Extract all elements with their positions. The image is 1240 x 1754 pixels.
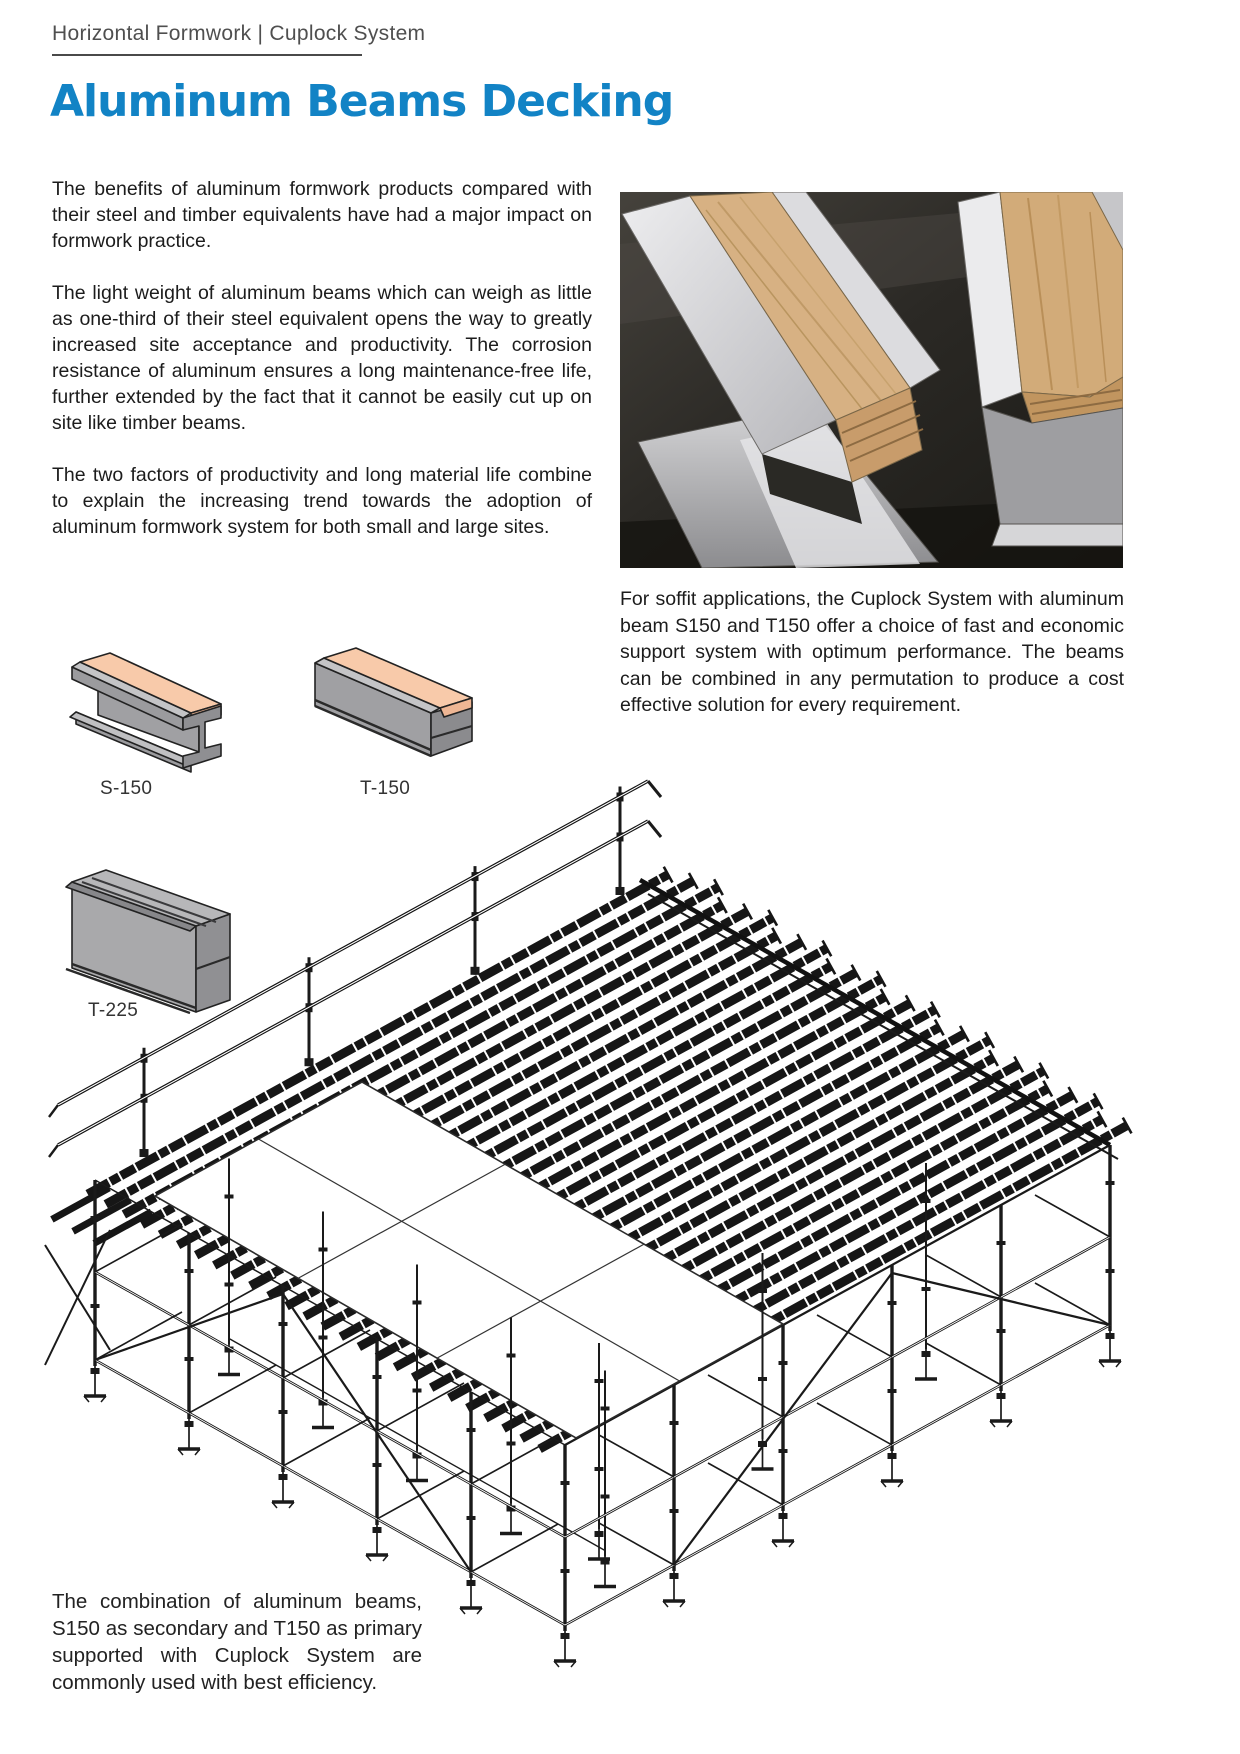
aluminum-beams-photo bbox=[620, 192, 1123, 568]
breadcrumb-underline bbox=[52, 54, 362, 56]
soffit-caption: For soffit applications, the Cuplock System with aluminum beam S150 and T150 offer a choice of fast and economic support system with optimum performance. The beams can be combined in any permutation to produce a cost effective solution for every requirement. bbox=[620, 588, 1124, 716]
beam-label-t225: T-225 bbox=[88, 1000, 139, 1021]
breadcrumb: Horizontal Formwork | Cuplock System bbox=[52, 22, 426, 45]
footer-note: The combination of aluminum beams, S150 as secondary and T150 as primary supported with Cuplock System are commonly used with best efficiency. bbox=[52, 1590, 422, 1694]
aluminum-beams-photo-art bbox=[620, 192, 1123, 568]
formwork-assembly-drawing bbox=[40, 700, 1200, 1690]
intro-paragraph-1: The benefits of aluminum formwork products compared with their steel and timber equivalents have had a major impact on formwork practice. bbox=[52, 178, 592, 252]
intro-text bbox=[52, 176, 592, 566]
intro-paragraph-2: The light weight of aluminum beams which can weigh as little as one-third of their steel equivalent opens the way to greatly increased site acceptance and productivity. The corrosion resistance of aluminum ensures a long maintenance-free life, further extended by the fact that it cannot be easily cut up on site like timber beams. bbox=[52, 282, 592, 434]
page-title: Aluminum Beams Decking bbox=[50, 76, 674, 127]
beam-label-t150: T-150 bbox=[360, 778, 411, 799]
intro-paragraph-3: The two factors of productivity and long material life combine to explain the increasing trend towards the adoption of aluminum formwork system for both small and large sites. bbox=[52, 464, 592, 538]
beam-label-s150: S-150 bbox=[100, 778, 153, 799]
